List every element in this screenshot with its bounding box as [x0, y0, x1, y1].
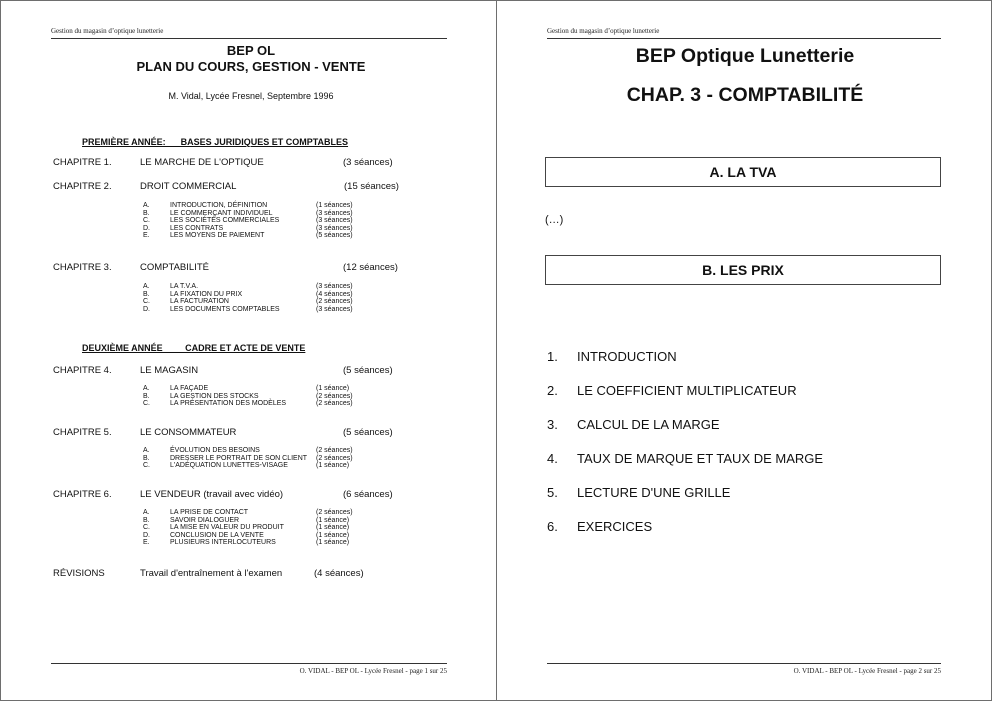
subsection-sessions: (1 séance)	[316, 531, 350, 539]
page-title: BEP OL	[226, 43, 276, 58]
chapter-number: CHAPITRE 2.	[53, 181, 112, 192]
subsection-letter: B.	[143, 209, 150, 217]
subsection-title: INTRODUCTION, DÉFINITION	[170, 202, 268, 209]
subsection-title: LA MISE EN VALEUR DU PRODUIT	[170, 524, 284, 531]
subsection-letter: D.	[143, 531, 150, 539]
subsection-sessions: (3 séances)	[316, 283, 353, 290]
subsection-sessions: (3 séances)	[316, 217, 353, 224]
chapter-title: LE VENDEUR (travail avec vidéo)	[140, 489, 284, 500]
subsection-letter: A.	[143, 202, 150, 209]
subsection-letter: C.	[143, 462, 150, 469]
subsection-title: LA T.V.A.	[170, 283, 199, 290]
subsection-sessions: (1 séance)	[316, 462, 350, 469]
subsection-letter: C.	[143, 524, 150, 531]
chapter-sessions: (4 séances)	[314, 568, 364, 579]
year-heading-2: DEUXIÈME ANNÉE CADRE ET ACTE DE VENTE	[82, 343, 306, 353]
subsection-sessions: (3 séances)	[316, 209, 353, 217]
subsection-letter: E.	[143, 539, 150, 546]
subsection-title: DRESSER LE PORTRAIT DE SON CLIENT	[170, 454, 308, 462]
toc-number: 1.	[547, 349, 558, 364]
subsection-title: LA PRISE DE CONTACT	[170, 509, 249, 516]
subsection-sessions: (2 séances)	[316, 400, 353, 407]
chapter-sessions: (5 séances)	[343, 427, 393, 438]
subsection-title: SAVOIR DIALOGUER	[170, 516, 240, 524]
subsection-sessions: (3 séances)	[316, 224, 353, 232]
chapter-number: CHAPITRE 5.	[53, 427, 112, 438]
ellipsis-text: (…)	[545, 214, 564, 226]
subsection-sessions: (1 séance)	[316, 385, 350, 392]
subsection-sessions: (2 séances)	[316, 509, 353, 516]
chapter-title: Travail d'entraînement à l'examen	[140, 568, 283, 579]
toc-title: EXERCICES	[577, 519, 653, 534]
subsection-letter: B.	[143, 290, 150, 298]
subsection-sessions: (2 séances)	[316, 298, 353, 305]
subsection-letter: B.	[143, 392, 150, 400]
toc-number: 6.	[547, 519, 558, 534]
chapter-title: LE CONSOMMATEUR	[140, 427, 237, 438]
subsection-title: LA FIXATION DU PRIX	[170, 290, 243, 298]
toc-number: 5.	[547, 485, 558, 500]
chapter-sessions: (12 séances)	[343, 262, 398, 273]
chapter-number: CHAPITRE 1.	[53, 157, 112, 168]
chapter-number: RÉVISIONS	[53, 568, 105, 579]
chapter-number: CHAPITRE 6.	[53, 489, 112, 500]
subsection-letter: A.	[143, 283, 150, 290]
chapter-title: LE MAGASIN	[140, 365, 199, 376]
subsection-letter: A.	[143, 509, 150, 516]
chapter-title: LE MARCHE DE L'OPTIQUE	[140, 157, 264, 168]
toc-title: LECTURE D'UNE GRILLE	[577, 485, 731, 500]
subsection-letter: A.	[143, 385, 150, 392]
subsection-sessions: (5 séances)	[316, 232, 353, 239]
page-footer: O. VIDAL - BEP OL - Lycée Fresnel - page 2 sur 25	[793, 667, 941, 675]
subsection-letter: A.	[143, 447, 150, 454]
subsection-letter: D.	[143, 224, 150, 232]
toc-number: 3.	[547, 417, 558, 432]
subsection-title: LES MOYENS DE PAIEMENT	[170, 232, 265, 239]
chapter-sessions: (6 séances)	[343, 489, 393, 500]
subsection-sessions: (1 séance)	[316, 539, 350, 546]
subsection-title: LA FACTURATION	[170, 298, 229, 305]
toc-title: CALCUL DE LA MARGE	[577, 417, 720, 432]
subsection-title: LES CONTRATS	[170, 224, 224, 232]
subsection-title: LE COMMERÇANT INDIVIDUEL	[170, 209, 273, 217]
chapter-sessions: (15 séances)	[344, 181, 399, 192]
subsection-sessions: (3 séances)	[316, 305, 353, 313]
subsection-title: PLUSIEURS INTERLOCUTEURS	[170, 539, 276, 546]
subsection-letter: C.	[143, 298, 150, 305]
toc-number: 4.	[547, 451, 558, 466]
subsection-letter: B.	[143, 454, 150, 462]
chapter-number: CHAPITRE 3.	[53, 262, 112, 273]
subsection-sessions: (4 séances)	[316, 290, 353, 298]
chapter-title: COMPTABILITÉ	[140, 262, 209, 273]
chapter-number: CHAPITRE 4.	[53, 365, 112, 376]
page-footer: O. VIDAL - BEP OL - Lycée Fresnel - page 1 sur 25	[299, 667, 447, 675]
subsection-sessions: (2 séances)	[316, 392, 353, 400]
subsection-letter: C.	[143, 217, 150, 224]
year-heading-1: PREMIÈRE ANNÉE: BASES JURIDIQUES ET COMPTABLES	[82, 137, 349, 147]
subsection-letter: B.	[143, 516, 150, 524]
document-page-2	[496, 0, 992, 701]
subsection-title: LA GESTION DES STOCKS	[170, 392, 259, 400]
subsection-sessions: (2 séances)	[316, 447, 353, 454]
subsection-title: LA FAÇADE	[170, 385, 209, 392]
subsection-letter: E.	[143, 232, 150, 239]
footer-rule	[51, 663, 447, 664]
subsection-letter: D.	[143, 305, 150, 313]
toc-number: 2.	[547, 383, 558, 398]
toc-title: TAUX DE MARQUE ET TAUX DE MARGE	[577, 451, 824, 466]
subsection-title: CONCLUSION DE LA VENTE	[170, 531, 264, 539]
page-header: Gestion du magasin d’optique lunetterie	[547, 27, 660, 35]
subsection-title: LES SOCIÉTÉS COMMERCIALES	[170, 217, 280, 224]
section-a-heading: A. LA TVA	[545, 157, 941, 187]
toc-title: INTRODUCTION	[577, 349, 677, 364]
footer-rule	[547, 663, 941, 664]
author-line: M. Vidal, Lycée Fresnel, Septembre 1996	[168, 91, 334, 101]
header-rule	[547, 38, 941, 39]
section-b-heading: B. LES PRIX	[545, 255, 941, 285]
page-header: Gestion du magasin d’optique lunetterie	[51, 27, 164, 35]
chapter-title: DROIT COMMERCIAL	[140, 181, 237, 192]
chapter-sessions: (5 séances)	[343, 365, 393, 376]
subsection-sessions: (1 séance)	[316, 516, 350, 524]
subsection-title: LES DOCUMENTS COMPTABLES	[170, 305, 280, 313]
subsection-title: L'ADÉQUATION LUNETTES-VISAGE	[170, 462, 288, 469]
page-title: BEP Optique Lunetterie	[635, 45, 855, 67]
chapter-sessions: (3 séances)	[343, 157, 393, 168]
subsection-title: LA PRÉSENTATION DES MODÈLES	[170, 400, 287, 407]
chapter-title: CHAP. 3 - COMPTABILITÉ	[626, 84, 864, 106]
header-rule	[51, 38, 447, 39]
subsection-letter: C.	[143, 400, 150, 407]
subsection-sessions: (2 séances)	[316, 454, 353, 462]
subsection-sessions: (1 séance)	[316, 524, 350, 531]
page-subtitle: PLAN DU COURS, GESTION - VENTE	[136, 59, 366, 74]
toc-title: LE COEFFICIENT MULTIPLICATEUR	[577, 383, 797, 398]
subsection-title: ÉVOLUTION DES BESOINS	[170, 447, 260, 454]
subsection-sessions: (1 séances)	[316, 202, 353, 209]
